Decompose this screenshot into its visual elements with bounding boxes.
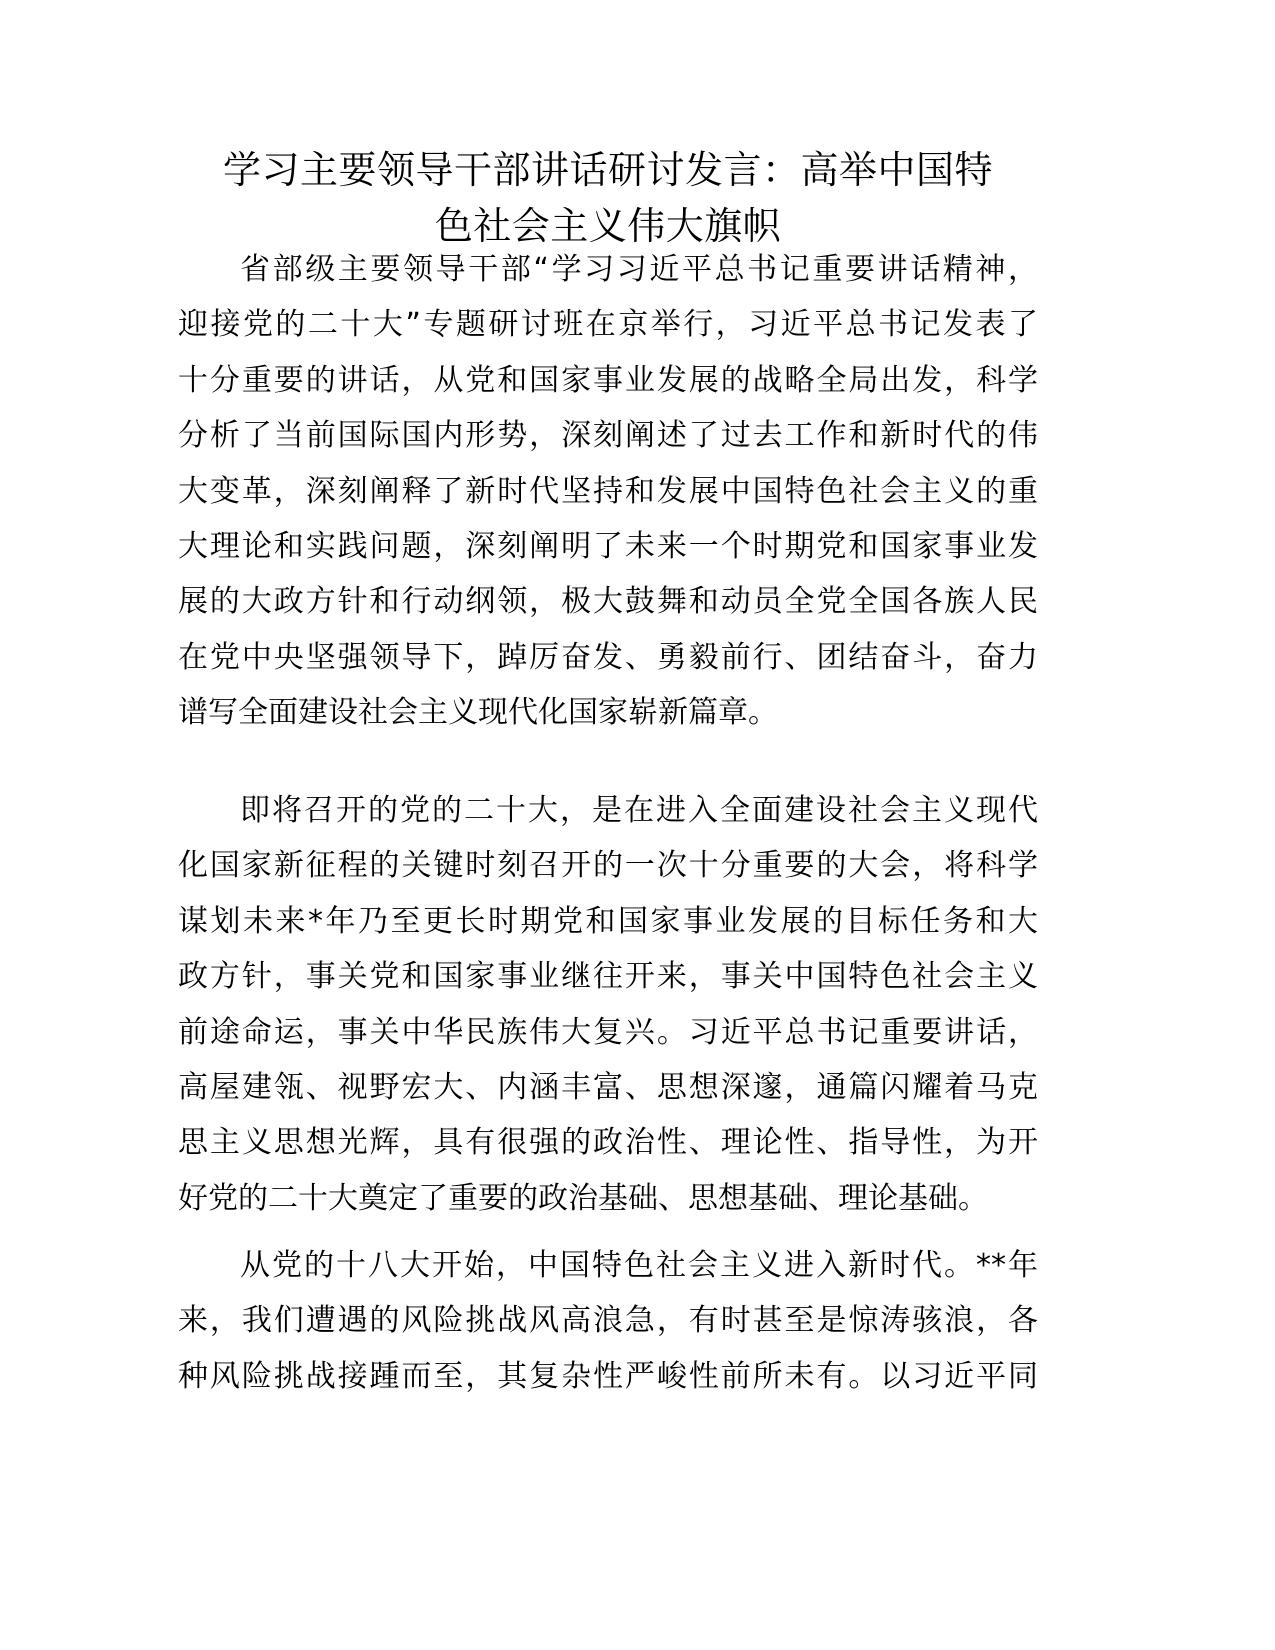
text-line: 展的大政方针和行动纲领，极大鼓舞和动员全党全国各族人民 (178, 584, 1038, 620)
title-line: 学习主要领导干部讲话研讨发言：高举中国特 (222, 148, 993, 192)
text-line: 高屋建瓴、视野宏大、内涵丰富、思想深邃，通篇闪耀着马克 (178, 1069, 1038, 1105)
text-line: 从党的十八大开始，中国特色社会主义进入新时代。**年 (240, 1248, 1038, 1283)
text-line: 思主义思想光辉，具有很强的政治性、理论性、指导性，为开 (178, 1125, 1038, 1161)
document-title (178, 142, 1038, 254)
text-line: 化国家新征程的关键时刻召开的一次十分重要的大会，将科学 (178, 848, 1038, 884)
text-line: 迎接党的二十大”专题研讨班在京举行，习近平总书记发表了 (178, 307, 1038, 343)
text-line: 十分重要的讲话，从党和国家事业发展的战略全局出发，科学 (178, 362, 1038, 398)
paragraph-2 (178, 783, 1038, 1226)
text-line: 省部级主要领导干部“学习习近平总书记重要讲话精神， (240, 252, 1038, 287)
text-line: 大变革，深刻阐释了新时代坚持和发展中国特色社会主义的重 (178, 473, 1038, 509)
text-line: 来，我们遭遇的风险挑战风高浪急，有时甚至是惊涛骇浪，各 (178, 1303, 1038, 1339)
text-line: 前途命运，事关中华民族伟大复兴。习近平总书记重要讲话， (178, 1014, 1038, 1050)
text-line: 在党中央坚强领导下，踔厉奋发、勇毅前行、团结奋斗，奋力 (178, 639, 1038, 675)
text-line: 分析了当前国际国内形势，深刻阐述了过去工作和新时代的伟 (178, 418, 1038, 454)
text-line: 即将召开的党的二十大，是在进入全面建设社会主义现代 (240, 793, 1038, 828)
text-line: 大理论和实践问题，深刻阐明了未来一个时期党和国家事业发 (178, 528, 1038, 564)
text-line: 政方针，事关党和国家事业继往开来，事关中国特色社会主义 (178, 959, 1038, 995)
text-line: 谱写全面建设社会主义现代化国家崭新篇章。 (178, 695, 778, 731)
title-line: 色社会主义伟大旗帜 (434, 204, 782, 248)
text-line: 种风险挑战接踵而至，其复杂性严峻性前所未有。以习近平同 (178, 1358, 1038, 1394)
paragraph-3 (178, 1238, 1038, 1404)
paragraph-1 (178, 242, 1038, 741)
text-line: 谋划未来*年乃至更长时期党和国家事业发展的目标任务和大 (178, 903, 1038, 939)
text-line: 好党的二十大奠定了重要的政治基础、思想基础、理论基础。 (178, 1180, 988, 1216)
